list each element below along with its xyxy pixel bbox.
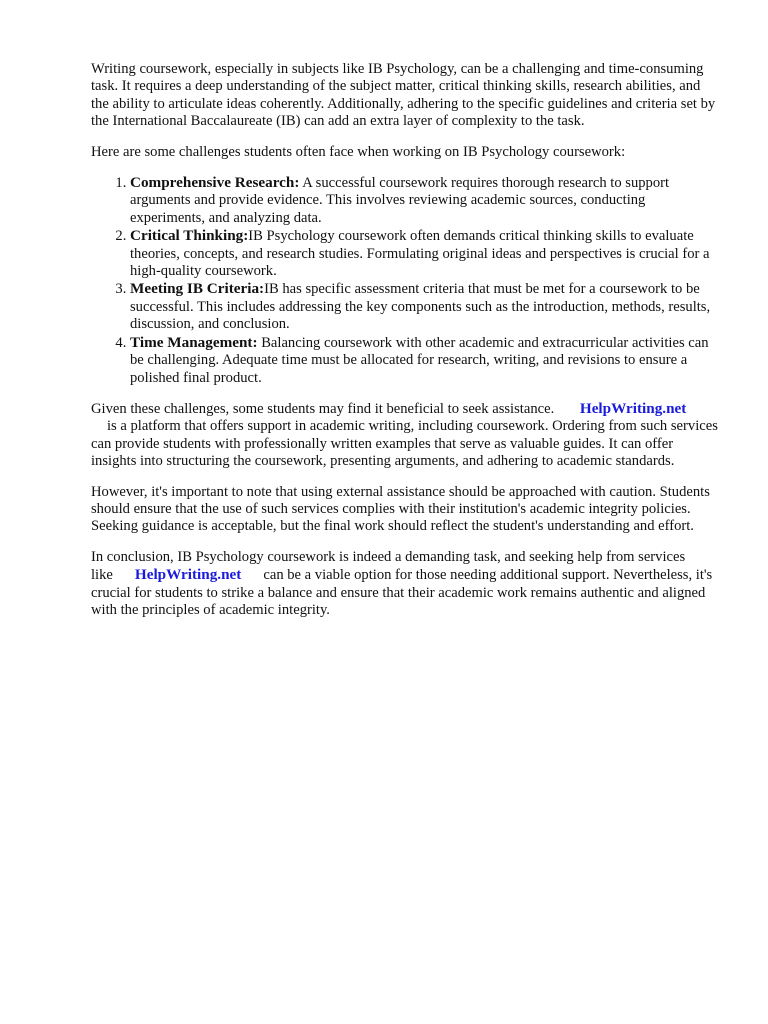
challenge-text: A successful coursework requires thorough research to support arguments and provide evidence. This involves reviewing academic sources, conducting experiments, and analyzing data.	[130, 175, 670, 226]
assistance-paragraph	[91, 400, 719, 471]
assistance-text-after: is a platform that offers support in academic writing, including coursework. Ordering from such services can provide students with professionally written examples that serve as valuable guides. It can offer insights into structuring the coursework, presenting arguments, and adhering to academic standards.	[91, 418, 718, 470]
helpwriting-link[interactable]: HelpWriting.net	[134, 566, 242, 584]
challenge-item-time-management	[130, 334, 719, 387]
conclusion-paragraph	[91, 549, 719, 620]
challenge-term: Time Management:	[130, 333, 258, 351]
challenge-item-ib-criteria	[130, 280, 719, 333]
challenge-term: Critical Thinking:	[130, 227, 249, 245]
conclusion-text-after: can be a viable option for those needing additional support. Nevertheless, it's crucial for students to strike a balance and ensure that their academic work remains authentic and aligned with the principles of academic integrity.	[91, 567, 713, 618]
document-page	[91, 61, 719, 632]
challenge-term: Meeting IB Criteria:	[130, 280, 265, 298]
conclusion-text-before: In conclusion, IB Psychology coursework is indeed a demanding task, and seeking help from services like	[91, 548, 686, 584]
challenge-item-research	[130, 174, 719, 227]
challenges-list	[91, 174, 719, 387]
challenge-item-critical-thinking	[130, 227, 719, 280]
helpwriting-link[interactable]: HelpWriting.net	[579, 399, 687, 417]
challenge-text: IB Psychology coursework often demands critical thinking skills to evaluate theories, concepts, and research studies. Formulating original ideas and perspectives is crucial for a high-quality coursework.	[130, 228, 710, 280]
challenge-text: IB has specific assessment criteria that must be met for a coursework to be successful. This includes addressing the key components such as the introduction, methods, results, discussion, and conclusion.	[130, 281, 711, 333]
challenge-term: Comprehensive Research:	[130, 174, 300, 192]
challenges-lead-paragraph: Here are some challenges students often face when working on IB Psychology coursework:	[91, 143, 626, 160]
assistance-text-before: Given these challenges, some students may find it beneficial to seek assistance.	[91, 400, 555, 417]
intro-paragraph: Writing coursework, especially in subjects like IB Psychology, can be a challenging and time-consuming task. It requires a deep understanding of the subject matter, critical thinking skills, research abilities, and the ability to articulate ideas coherently. Additionally, adhering to the specific guidelines and criteria set by the International Baccalaureate (IB) can add an extra layer of complexity to the task.	[91, 61, 716, 130]
caution-paragraph: However, it's important to note that using external assistance should be approached with caution. Students should ensure that the use of such services complies with their institution's academic integrity policies. Seeking guidance is acceptable, but the final work should reflect the student's understanding and effort.	[91, 483, 710, 535]
challenge-text: Balancing coursework with other academic and extracurricular activities can be challenging. Adequate time must be allocated for research, writing, and revisions to ensure a polished final product.	[130, 334, 709, 386]
